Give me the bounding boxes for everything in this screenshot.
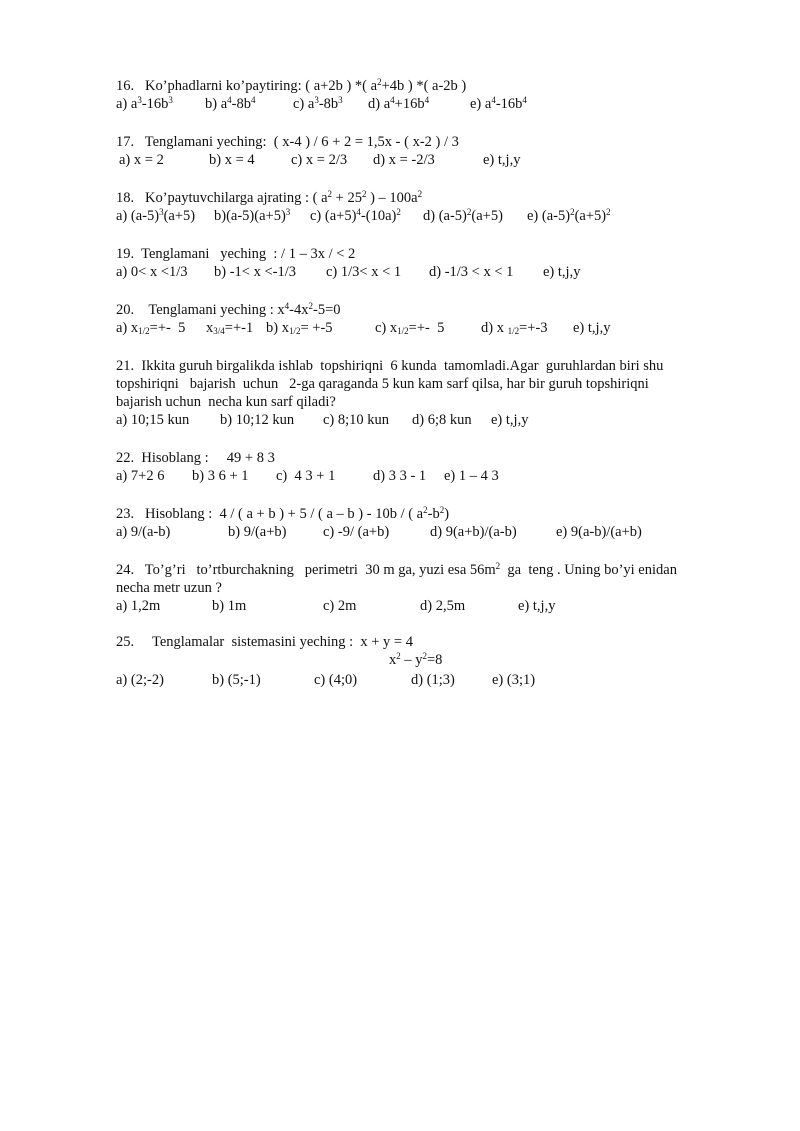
question-21-line3: bajarish uchun necha kun sarf qiladi? bbox=[116, 394, 336, 410]
subscript: 1/2 bbox=[507, 326, 520, 336]
superscript: 4 bbox=[356, 207, 361, 217]
option-19a: a) 0< x <1/3 bbox=[116, 264, 188, 280]
superscript: 3 bbox=[159, 207, 164, 217]
superscript: 4 bbox=[227, 95, 232, 105]
question-text-cont: -b bbox=[427, 506, 440, 522]
question-text: Hisoblang : 49 + 8 3 bbox=[141, 450, 275, 466]
option-20d bbox=[481, 319, 548, 337]
option-label: b) x bbox=[266, 320, 289, 336]
option-22b: b) 3 6 + 1 bbox=[192, 468, 249, 484]
option-16d bbox=[368, 95, 429, 113]
superscript: 2 bbox=[606, 207, 611, 217]
superscript: 2 bbox=[439, 505, 445, 515]
question-text: Tenglamalar sistemasini yeching : x + y = 4 bbox=[152, 634, 413, 650]
option-20c bbox=[375, 319, 444, 337]
option-19c: c) 1/3< x < 1 bbox=[326, 264, 402, 280]
option-text: -8b bbox=[231, 96, 251, 112]
superscript: 3 bbox=[338, 95, 343, 105]
option-23a: a) 9/(a-b) bbox=[116, 524, 171, 540]
question-text: Ikkita guruh birgalikda ishlab topshiriqni 6 kunda tamomladi.Agar guruhlardan biri shu bbox=[141, 358, 664, 374]
superscript: 2 bbox=[417, 189, 423, 199]
option-label: b) a bbox=[205, 96, 228, 112]
question-text: Ko’paytuvchilarga ajrating : ( a bbox=[145, 190, 328, 206]
equation-text: – y bbox=[400, 652, 423, 668]
option-22c: c) 4 3 + 1 bbox=[276, 468, 336, 484]
equation-text: =8 bbox=[427, 652, 443, 668]
option-17b: b) x = 4 bbox=[209, 152, 255, 168]
question-text-cont: ) – 100a bbox=[366, 190, 418, 206]
option-text: +16b bbox=[394, 96, 425, 112]
option-23b: b) 9/(a+b) bbox=[228, 524, 287, 540]
option-20a bbox=[116, 319, 185, 337]
question-text-cont: +4b ) *( a-2b ) bbox=[381, 78, 467, 94]
option-24e: e) t,j,y bbox=[518, 598, 556, 614]
option-text: -(10a) bbox=[360, 208, 397, 224]
question-text: Tenglamani yeching: ( x-4 ) / 6 + 2 = 1,5x - ( x-2 ) / 3 bbox=[144, 134, 459, 150]
question-text: Ko’phadlarni ko’paytiring: ( a+2b ) *( a bbox=[145, 78, 378, 94]
superscript: 3 bbox=[314, 95, 319, 105]
option-label: c) a bbox=[293, 96, 315, 112]
superscript: 3 bbox=[137, 95, 142, 105]
question-text: Hisoblang : 4 / ( a + b ) + 5 / ( a – b ) - 10b / ( a bbox=[145, 506, 424, 522]
option-21b: b) 10;12 kun bbox=[220, 412, 295, 428]
superscript: 2 bbox=[327, 189, 333, 199]
superscript: 2 bbox=[466, 207, 472, 217]
option-25c: c) (4;0) bbox=[314, 672, 358, 688]
option-label: d) (a-5) bbox=[423, 208, 467, 224]
superscript: 3 bbox=[285, 207, 291, 217]
superscript: 4 bbox=[491, 95, 496, 105]
option-text: -16b bbox=[141, 96, 169, 112]
superscript: 4 bbox=[522, 95, 527, 105]
option-23e: e) 9(a-b)/(a+b) bbox=[556, 524, 642, 540]
question-21-line2: topshiriqni bajarish uchun 2-ga qaraganda 5 kun kam sarf qilsa, har bir guruh topshiriqni bbox=[116, 376, 649, 392]
question-text-cont: ga teng . Uning bo’yi enidan bbox=[500, 562, 677, 578]
subscript: 1/2 bbox=[138, 326, 150, 336]
question-25 bbox=[116, 633, 413, 651]
option-text: -16b bbox=[495, 96, 523, 112]
question-text: To’g’ri to’rtburchakning perimetri 30 m ga, yuzi esa 56m bbox=[144, 562, 496, 578]
option-23d: d) 9(a+b)/(a-b) bbox=[430, 524, 517, 540]
option-18c bbox=[310, 207, 401, 225]
question-23 bbox=[116, 505, 449, 523]
option-label: a) x bbox=[116, 320, 139, 336]
option-23c: c) -9/ (a+b) bbox=[323, 524, 390, 540]
option-label: x bbox=[206, 320, 214, 336]
question-25-line2 bbox=[389, 651, 442, 669]
question-22 bbox=[116, 449, 275, 467]
question-24 bbox=[116, 561, 677, 579]
option-label: d) x bbox=[481, 320, 504, 336]
option-21e: e) t,j,y bbox=[491, 412, 529, 428]
superscript: 2 bbox=[570, 207, 575, 217]
equation-text: x bbox=[389, 652, 397, 668]
option-text: (a+5) bbox=[574, 208, 607, 224]
option-22d: d) 3 3 - 1 bbox=[373, 468, 427, 484]
question-16 bbox=[116, 77, 466, 95]
option-24c: c) 2m bbox=[323, 598, 357, 614]
option-25b: b) (5;-1) bbox=[212, 672, 261, 688]
option-label: e) (a-5) bbox=[527, 208, 571, 224]
option-25e: e) (3;1) bbox=[492, 672, 536, 688]
option-label: c) (a+5) bbox=[310, 208, 357, 224]
option-16b bbox=[205, 95, 255, 113]
option-20a2 bbox=[206, 319, 253, 337]
option-19d: d) -1/3 < x < 1 bbox=[429, 264, 514, 280]
superscript: 2 bbox=[377, 77, 382, 87]
option-label: d) a bbox=[368, 96, 391, 112]
question-text-cont: -4x bbox=[289, 302, 309, 318]
option-text: (a+5) bbox=[471, 208, 503, 224]
option-text: =+- 5 bbox=[408, 320, 445, 336]
option-25d: d) (1;3) bbox=[411, 672, 455, 688]
option-16c bbox=[293, 95, 343, 113]
option-18b bbox=[214, 207, 290, 225]
option-21a: a) 10;15 kun bbox=[116, 412, 190, 428]
superscript: 2 bbox=[396, 207, 401, 217]
question-number: 25. bbox=[116, 634, 135, 650]
question-text-cont: + 25 bbox=[332, 190, 362, 206]
subscript: 1/2 bbox=[397, 326, 409, 336]
option-17c: c) x = 2/3 bbox=[291, 152, 348, 168]
option-20e: e) t,j,y bbox=[573, 320, 611, 336]
question-number: 17. bbox=[116, 134, 135, 150]
option-24d: d) 2,5m bbox=[420, 598, 466, 614]
superscript: 4 bbox=[424, 95, 430, 105]
option-label: a) (a-5) bbox=[116, 208, 160, 224]
question-text-cont: -5=0 bbox=[313, 302, 341, 318]
question-number: 20. bbox=[116, 302, 135, 318]
option-18a bbox=[116, 207, 195, 225]
option-17a: a) x = 2 bbox=[119, 152, 164, 168]
superscript: 2 bbox=[495, 561, 501, 571]
option-label: e) a bbox=[470, 96, 492, 112]
option-24b: b) 1m bbox=[212, 598, 247, 614]
question-18 bbox=[116, 189, 422, 207]
option-17e: e) t,j,y bbox=[483, 152, 521, 168]
subscript: 1/2 bbox=[288, 326, 301, 336]
option-18d bbox=[423, 207, 503, 225]
superscript: 4 bbox=[284, 301, 290, 311]
question-20 bbox=[116, 301, 341, 319]
superscript: 2 bbox=[361, 189, 367, 199]
option-label: c) x bbox=[375, 320, 398, 336]
option-text: = +-5 bbox=[300, 320, 333, 336]
question-number: 22. bbox=[116, 450, 135, 466]
option-16a bbox=[116, 95, 173, 113]
question-number: 23. bbox=[116, 506, 135, 522]
question-21 bbox=[116, 357, 663, 375]
option-text: (a+5) bbox=[163, 208, 196, 224]
question-number: 21. bbox=[116, 358, 135, 374]
option-text: =+-3 bbox=[519, 320, 548, 336]
question-number: 16. bbox=[116, 78, 135, 94]
question-19 bbox=[116, 245, 355, 263]
option-24a: a) 1,2m bbox=[116, 598, 161, 614]
option-text: =+-1 bbox=[224, 320, 254, 336]
question-number: 19. bbox=[116, 246, 135, 262]
option-16e bbox=[470, 95, 527, 113]
option-18e bbox=[527, 207, 611, 225]
superscript: 3 bbox=[168, 95, 173, 105]
superscript: 2 bbox=[396, 651, 401, 661]
question-text: Tenglamani yeching : x bbox=[148, 302, 285, 318]
option-19b: b) -1< x <-1/3 bbox=[214, 264, 296, 280]
question-text-cont: ) bbox=[444, 506, 450, 522]
superscript: 2 bbox=[423, 505, 428, 515]
question-17 bbox=[116, 133, 459, 151]
superscript: 2 bbox=[308, 301, 314, 311]
option-19e: e) t,j,y bbox=[543, 264, 581, 280]
option-text: =+- 5 bbox=[149, 320, 186, 336]
option-label: b)(a-5)(a+5) bbox=[214, 208, 286, 224]
option-20b bbox=[266, 319, 333, 337]
option-label: a) a bbox=[116, 96, 138, 112]
option-text: -8b bbox=[318, 96, 339, 112]
question-number: 18. bbox=[116, 190, 135, 206]
option-21d: d) 6;8 kun bbox=[412, 412, 472, 428]
option-22e: e) 1 – 4 3 bbox=[444, 468, 499, 484]
superscript: 4 bbox=[390, 95, 395, 105]
subscript: 3/4 bbox=[213, 326, 225, 336]
option-22a: a) 7+2 6 bbox=[116, 468, 165, 484]
question-24-line2: necha metr uzun ? bbox=[116, 580, 222, 596]
superscript: 4 bbox=[250, 95, 256, 105]
option-17d: d) x = -2/3 bbox=[373, 152, 435, 168]
question-text: Tenglamani yeching : / 1 – 3x / < 2 bbox=[141, 246, 356, 262]
option-21c: c) 8;10 kun bbox=[323, 412, 390, 428]
superscript: 2 bbox=[422, 651, 427, 661]
question-number: 24. bbox=[116, 562, 135, 578]
option-25a: a) (2;-2) bbox=[116, 672, 164, 688]
